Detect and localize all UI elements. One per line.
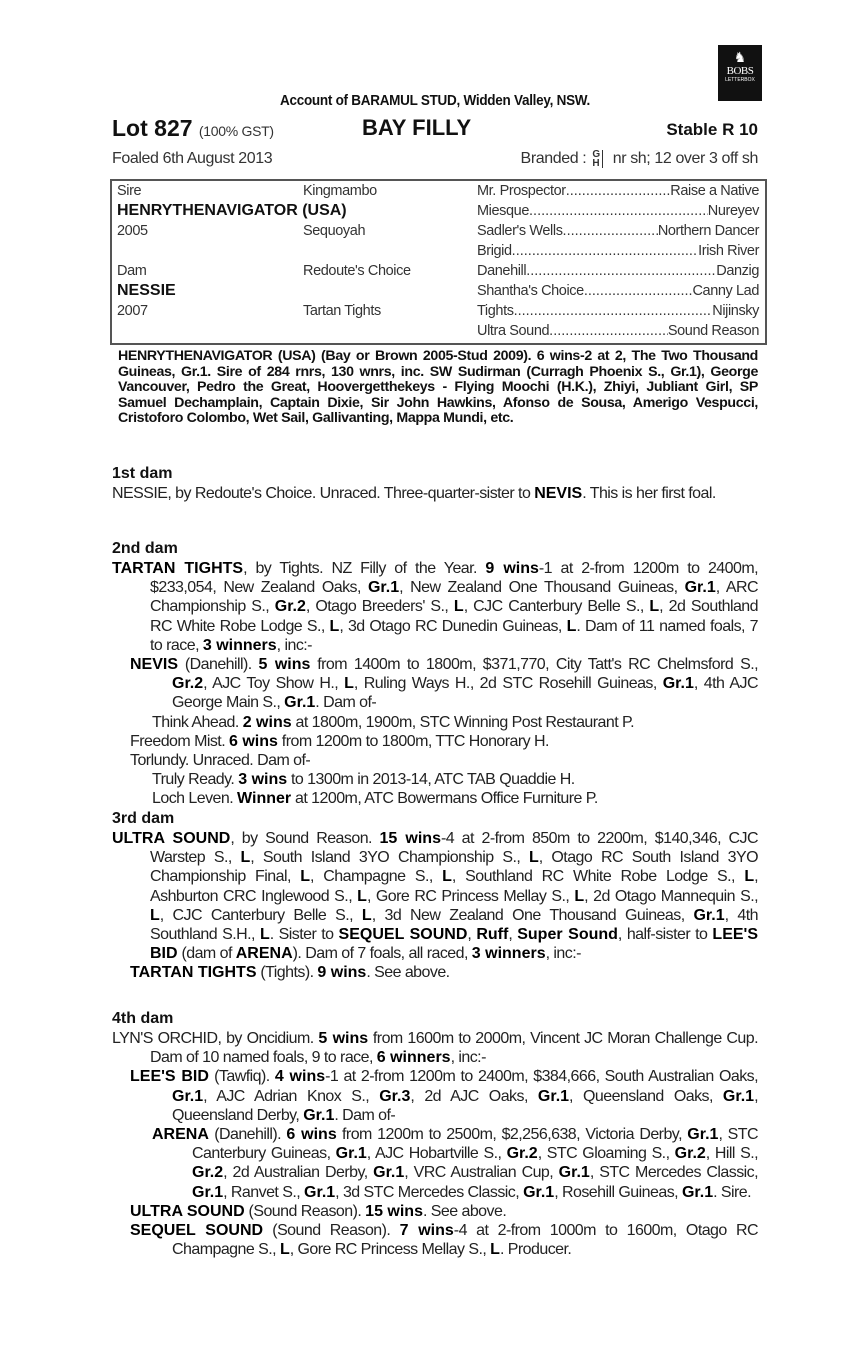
section-body bbox=[112, 484, 758, 503]
ancestor-left: Mr. Prospector bbox=[477, 183, 566, 199]
bold-run: Gr.3 bbox=[379, 1087, 411, 1105]
ancestor-left: Danehill bbox=[477, 263, 527, 279]
branded-label: Branded : bbox=[520, 150, 587, 167]
bold-run: L bbox=[150, 906, 160, 924]
pedigree-col3 bbox=[477, 203, 759, 219]
bold-run: SEQUEL SOUND bbox=[338, 926, 468, 944]
bold-run: 3 wins bbox=[238, 771, 288, 789]
text-run: , Queensland Oaks, bbox=[569, 1087, 723, 1105]
bold-run: L bbox=[361, 906, 372, 924]
pedigree-entry bbox=[112, 713, 758, 732]
pedigree-entry bbox=[112, 1067, 758, 1125]
pedigree-col2: Sequoyah bbox=[303, 223, 366, 239]
pedigree-col1: NESSIE bbox=[117, 282, 176, 299]
text-run: Freedom Mist. bbox=[130, 732, 229, 750]
pedigree-row bbox=[112, 281, 765, 301]
bold-run: L bbox=[279, 1241, 290, 1259]
text-run: at 1200m, ATC Bowermans Office Furniture P. bbox=[291, 790, 598, 808]
pedigree-row bbox=[112, 201, 765, 221]
bold-run: Gr.1 bbox=[722, 1087, 755, 1105]
bold-run: 6 wins bbox=[286, 1126, 337, 1144]
bold-run: Gr.1 bbox=[537, 1087, 570, 1105]
bold-run: L bbox=[329, 617, 340, 635]
text-run: , 2d Otago Mannequin S., bbox=[584, 887, 758, 905]
vendor-account: Account of BARAMUL STUD, Widden Valley, NSW. bbox=[279, 92, 591, 109]
text-run: , Otago Breeders' S., bbox=[305, 598, 454, 616]
text-run: , 2d AJC Oaks, bbox=[410, 1087, 538, 1105]
text-run: Loch Leven. bbox=[152, 790, 238, 808]
ancestor-right: Danzig bbox=[716, 263, 759, 279]
pedigree-col3 bbox=[477, 263, 759, 279]
pedigree-col3 bbox=[477, 323, 759, 339]
text-run: Think Ahead. bbox=[152, 713, 243, 731]
bold-run: Gr.2 bbox=[274, 598, 306, 616]
pedigree-entry bbox=[112, 963, 758, 982]
text-run: , STC Gloaming S., bbox=[537, 1145, 675, 1163]
text-run: ). Dam of 7 foals, all raced, bbox=[292, 945, 472, 963]
text-run: LYN'S ORCHID, by Oncidium. bbox=[112, 1030, 319, 1047]
bold-run: 3 winners bbox=[202, 636, 277, 654]
text-run: , ARC Championship S., bbox=[150, 579, 758, 616]
brand-info bbox=[521, 150, 758, 168]
text-run: , 3d Otago RC Dunedin Guineas, bbox=[339, 617, 567, 635]
bold-run: 9 wins bbox=[317, 964, 367, 982]
text-run: Torlundy. Unraced. Dam of- bbox=[130, 752, 311, 770]
pedigree-entry bbox=[112, 732, 758, 751]
text-run: , AJC Adrian Knox S., bbox=[203, 1087, 380, 1105]
ancestor-right: Canny Lad bbox=[692, 283, 759, 299]
pedigree-col3 bbox=[477, 243, 759, 259]
bold-run: L bbox=[744, 868, 755, 886]
bold-run: 5 wins bbox=[318, 1030, 369, 1047]
text-run: , Rosehill Guineas, bbox=[554, 1183, 682, 1201]
pedigree-col2: Redoute's Choice bbox=[303, 263, 411, 279]
sire-paragraph: HENRYTHENAVIGATOR (USA) (Bay or Brown 2005-Stud 2009). 6 wins-2 at 2, The Two Thousand Guineas, Gr.1. Sire of 284 rnrs, 130 wnrs, inc. SW Sudirman (Curragh Phoenix S., Gr.1), George Vancouver, Pedro the Great, Hoovergetthekeys - Flying Moochi (H.K.), Zhiyi, Jubliant Girl, SP Samuel Dechamplain, Captain Dixie, Sir John Hawkins, Afonso de Sousa, Amerigo Vespucci, Cristoforo Colombo, Wet Sail, Gallivanting, Mappa Mundi, etc. bbox=[118, 348, 758, 427]
pedigree-col1: 2005 bbox=[117, 223, 148, 239]
dot-leader bbox=[566, 183, 671, 199]
bold-run: Gr.1 bbox=[335, 1145, 367, 1163]
text-run: -4 at 2-from 850m to 2200m, $140,346, CJC Warstep S., bbox=[150, 830, 758, 867]
logo-text: BOBS bbox=[726, 65, 754, 77]
pedigree-row bbox=[112, 301, 765, 321]
text-run: , Ashburton CRC Inglewood S., bbox=[150, 868, 759, 905]
text-run: . See above. bbox=[422, 1202, 507, 1220]
pedigree-col1: HENRYTHENAVIGATOR (USA) bbox=[117, 202, 347, 219]
pedigree-col1: Dam bbox=[117, 263, 147, 279]
ancestor-left: Miesque bbox=[477, 203, 530, 219]
pedigree-entry bbox=[112, 1221, 758, 1259]
dot-leader bbox=[514, 303, 713, 319]
bold-run: Gr.1 bbox=[693, 906, 725, 924]
bold-run: Gr.2 bbox=[172, 675, 204, 693]
pedigree-entry bbox=[112, 1125, 758, 1202]
bold-run: ULTRA SOUND bbox=[112, 830, 231, 847]
text-run: , New Zealand One Thousand Guineas, bbox=[399, 579, 685, 597]
text-run: , half-sister to bbox=[617, 926, 713, 944]
text-run: , South Island 3YO Championship S., bbox=[250, 849, 529, 867]
text-run: , Queensland Derby, bbox=[172, 1087, 758, 1124]
bold-run: Super Sound bbox=[517, 926, 618, 944]
pedigree-entry bbox=[112, 829, 758, 963]
pedigree-col3 bbox=[477, 183, 759, 199]
bold-run: 2 wins bbox=[242, 713, 292, 731]
pedigree-entry bbox=[112, 1029, 758, 1067]
bold-run: L bbox=[453, 598, 464, 616]
ancestor-right: Nureyev bbox=[707, 203, 759, 219]
pedigree-col3 bbox=[477, 283, 759, 299]
text-run: (Danehill). bbox=[178, 656, 259, 674]
text-run: , VRC Australian Cup, bbox=[404, 1164, 559, 1182]
bold-run: LEE'S BID bbox=[130, 1068, 209, 1086]
bold-run: NEVIS bbox=[130, 656, 179, 674]
text-run: , by Tights. NZ Filly of the Year. bbox=[243, 560, 486, 577]
logo-subtext: LETTERBOX bbox=[725, 77, 755, 83]
ancestor-right: Nijinsky bbox=[712, 303, 759, 319]
stable-location: Stable R 10 bbox=[666, 120, 758, 139]
ancestor-left: Tights bbox=[477, 303, 514, 319]
ancestor-right: Irish River bbox=[698, 243, 759, 259]
text-run: , STC Canterbury Guineas, bbox=[192, 1126, 758, 1163]
dot-leader bbox=[549, 323, 668, 339]
pedigree-row bbox=[112, 221, 765, 241]
ancestor-right: Sound Reason bbox=[667, 323, 759, 339]
text-run: . This is her first foal. bbox=[582, 485, 716, 502]
text-run: . Sire. bbox=[713, 1183, 752, 1201]
text-run: (Sound Reason). bbox=[263, 1222, 400, 1240]
bold-run: 6 winners bbox=[376, 1049, 451, 1067]
section-heading: 2nd dam bbox=[112, 540, 178, 557]
bold-run: L bbox=[344, 675, 354, 693]
lot-number bbox=[112, 115, 274, 142]
pedigree-col3 bbox=[477, 303, 759, 319]
ancestor-left: Ultra Sound bbox=[477, 323, 550, 339]
pedigree-entry bbox=[112, 655, 758, 713]
text-run: , AJC Toy Show H., bbox=[203, 675, 345, 693]
bold-run: Gr.1 bbox=[284, 694, 316, 712]
pedigree-row bbox=[112, 241, 765, 261]
ancestor-right: Raise a Native bbox=[670, 183, 759, 199]
text-run: , STC Mercedes Classic, bbox=[589, 1164, 759, 1182]
bold-run: L bbox=[442, 868, 452, 886]
bold-run: LEE'S BID bbox=[150, 926, 759, 963]
text-run: , AJC Hobartville S., bbox=[366, 1145, 507, 1163]
bold-run: Gr.1 bbox=[684, 579, 716, 597]
text-run: , inc:- bbox=[276, 636, 312, 654]
bold-run: Gr.2 bbox=[192, 1164, 224, 1182]
text-run: , by Sound Reason. bbox=[230, 830, 380, 847]
bold-run: Winner bbox=[237, 790, 292, 808]
text-run: from 1400m to 1800m, $371,770, City Tatt's RC Chelmsford S., bbox=[310, 656, 759, 674]
dot-leader bbox=[512, 243, 698, 259]
bold-run: Gr.1 bbox=[192, 1183, 224, 1201]
text-run: , bbox=[467, 926, 477, 944]
text-run: , Ranvet S., bbox=[223, 1183, 305, 1201]
bold-run: L bbox=[566, 617, 577, 635]
bold-run: L bbox=[240, 849, 251, 867]
text-run: (Tights). bbox=[256, 964, 318, 982]
text-run: , inc:- bbox=[545, 945, 581, 963]
bold-run: NEVIS bbox=[534, 485, 583, 502]
text-run: , inc:- bbox=[450, 1049, 486, 1067]
bold-run: L bbox=[649, 598, 660, 616]
text-run: . Dam of- bbox=[315, 694, 377, 712]
text-run: , CJC Canterbury Belle S., bbox=[159, 906, 362, 924]
text-run: from 1200m to 2500m, $2,256,638, Victoria Derby, bbox=[336, 1126, 688, 1144]
text-run: , bbox=[508, 926, 518, 944]
pedigree-col1: Sire bbox=[117, 183, 142, 199]
text-run: . Dam of 11 named foals, 7 to race, bbox=[150, 617, 759, 654]
dot-leader bbox=[526, 263, 716, 279]
pedigree-col2: Kingmambo bbox=[303, 183, 377, 199]
text-run: -1 at 2-from 1200m to 2400m, $233,054, New Zealand Oaks, bbox=[150, 560, 759, 597]
text-run: , 2d Southland RC White Robe Lodge S., bbox=[150, 598, 758, 635]
text-run: , Gore RC Princess Mellay S., bbox=[289, 1241, 491, 1259]
bold-run: Gr.1 bbox=[523, 1183, 555, 1201]
text-run: . Sister to bbox=[269, 926, 339, 944]
gst-note: (100% GST) bbox=[198, 123, 274, 139]
dot-leader bbox=[563, 223, 658, 239]
bold-run: L bbox=[259, 926, 270, 944]
pedigree-col3 bbox=[477, 223, 759, 239]
bold-run: TARTAN TIGHTS bbox=[130, 964, 257, 982]
bold-run: 7 wins bbox=[399, 1222, 454, 1240]
text-run: . Producer. bbox=[499, 1241, 572, 1259]
pedigree-entry bbox=[112, 1202, 758, 1221]
text-run: -4 at 2-from 1000m to 1600m, Otago RC Champagne S., bbox=[172, 1222, 758, 1259]
text-run: . See above. bbox=[366, 964, 450, 982]
brand-mark bbox=[592, 150, 602, 168]
text-run: , Southland RC White Robe Lodge S., bbox=[451, 868, 745, 886]
pedigree-row bbox=[112, 321, 765, 341]
pedigree-entry bbox=[112, 559, 758, 655]
text-run: -1 at 2-from 1200m to 2400m, $384,666, South Australian Oaks, bbox=[325, 1068, 758, 1086]
dot-leader bbox=[529, 203, 708, 219]
text-run: from 1600m to 2000m, Vincent JC Moran Challenge Cup. Dam of 10 named foals, 9 to race, bbox=[150, 1030, 759, 1067]
text-run: , Otago RC South Island 3YO Championship Final, bbox=[150, 849, 758, 886]
bold-run: Gr.1 bbox=[303, 1106, 335, 1124]
section-body bbox=[112, 1029, 758, 1259]
text-run: (dam of bbox=[177, 945, 236, 963]
pedigree-entry bbox=[112, 789, 758, 808]
pedigree-table bbox=[110, 179, 767, 345]
bold-run: ARENA bbox=[235, 945, 293, 963]
text-run: , Gore RC Princess Mellay S., bbox=[366, 887, 575, 905]
pedigree-col1: 2007 bbox=[117, 303, 148, 319]
bold-run: Gr.1 bbox=[172, 1087, 204, 1105]
section-heading: 4th dam bbox=[112, 1010, 174, 1027]
bold-run: ARENA bbox=[152, 1126, 209, 1144]
text-run: , 3d New Zealand One Thousand Guineas, bbox=[371, 906, 694, 924]
bold-run: SEQUEL SOUND bbox=[130, 1222, 264, 1240]
bold-run: 15 wins bbox=[365, 1202, 423, 1220]
bold-run: Gr.1 bbox=[687, 1126, 719, 1144]
bold-run: 4 wins bbox=[274, 1068, 326, 1086]
ancestor-left: Sadler's Wells bbox=[477, 223, 563, 239]
foaled-date: Foaled 6th August 2013 bbox=[112, 150, 273, 167]
bold-run: 15 wins bbox=[379, 830, 441, 847]
bold-run: Ruff bbox=[476, 926, 509, 944]
ancestor-right: Northern Dancer bbox=[657, 223, 759, 239]
section-body bbox=[112, 559, 758, 809]
brand-top: G bbox=[592, 149, 600, 160]
pedigree-entry bbox=[112, 484, 758, 503]
text-run: , Champagne S., bbox=[310, 868, 443, 886]
horse-description: BAY FILLY bbox=[362, 115, 472, 140]
text-run: , 4th AJC George Main S., bbox=[172, 675, 758, 712]
text-run: , 3d STC Mercedes Classic, bbox=[335, 1183, 524, 1201]
section-heading: 3rd dam bbox=[112, 810, 175, 827]
horse-icon: ♞ bbox=[733, 49, 747, 65]
bold-run: L bbox=[529, 849, 539, 867]
bold-run: L bbox=[490, 1241, 500, 1259]
bold-run: Gr.2 bbox=[506, 1145, 538, 1163]
pedigree-row bbox=[112, 181, 765, 201]
bold-run: 3 winners bbox=[471, 945, 546, 963]
ancestor-left: Shantha's Choice bbox=[477, 283, 584, 299]
text-run: (Sound Reason). bbox=[244, 1202, 366, 1220]
pedigree-entry bbox=[112, 751, 758, 770]
bold-run: Gr.1 bbox=[304, 1183, 336, 1201]
ancestor-left: Brigid bbox=[477, 243, 512, 259]
text-run: NESSIE, by Redoute's Choice. Unraced. Three-quarter-sister to bbox=[112, 485, 535, 502]
text-run: at 1800m, 1900m, STC Winning Post Restaurant P. bbox=[291, 713, 634, 731]
text-run: (Tawfiq). bbox=[208, 1068, 275, 1086]
section-heading: 1st dam bbox=[112, 465, 173, 482]
text-run: , Ruling Ways H., 2d STC Rosehill Guineas, bbox=[353, 675, 663, 693]
bold-run: Gr.1 bbox=[373, 1164, 405, 1182]
pedigree-col2: Tartan Tights bbox=[303, 303, 381, 319]
brand-bottom: H bbox=[592, 158, 600, 169]
bold-run: ULTRA SOUND bbox=[130, 1202, 245, 1220]
bold-run: L bbox=[357, 887, 367, 905]
bold-run: Gr.2 bbox=[674, 1145, 706, 1163]
pedigree-row bbox=[112, 261, 765, 281]
bold-run: 5 wins bbox=[258, 656, 311, 674]
section-body bbox=[112, 829, 758, 983]
text-run: , 4th Southland S.H., bbox=[150, 906, 758, 944]
pedigree-entry bbox=[112, 770, 758, 789]
dot-leader bbox=[584, 283, 693, 299]
bold-run: 6 wins bbox=[229, 732, 278, 750]
lot-label: Lot 827 bbox=[112, 115, 193, 141]
text-run: (Danehill). bbox=[208, 1126, 287, 1144]
text-run: . Dam of- bbox=[334, 1106, 396, 1124]
text-run: , Hill S., bbox=[705, 1145, 758, 1163]
text-run: , 2d Australian Derby, bbox=[223, 1164, 374, 1182]
text-run: , CJC Canterbury Belle S., bbox=[463, 598, 650, 616]
bold-run: L bbox=[300, 868, 311, 886]
text-run: from 1200m to 1800m, TTC Honorary H. bbox=[277, 732, 549, 750]
bold-run: TARTAN TIGHTS bbox=[112, 560, 244, 577]
bold-run: Gr.1 bbox=[558, 1164, 590, 1182]
bold-run: Gr.1 bbox=[367, 579, 400, 597]
bold-run: Gr.1 bbox=[662, 675, 694, 693]
bold-run: Gr.1 bbox=[681, 1183, 714, 1201]
bold-run: L bbox=[574, 887, 585, 905]
text-run: Truly Ready. bbox=[152, 771, 239, 789]
text-run: to 1300m in 2013-14, ATC TAB Quaddie H. bbox=[287, 771, 575, 789]
bold-run: 9 wins bbox=[485, 560, 539, 577]
branded-detail: nr sh; 12 over 3 off sh bbox=[612, 150, 758, 167]
